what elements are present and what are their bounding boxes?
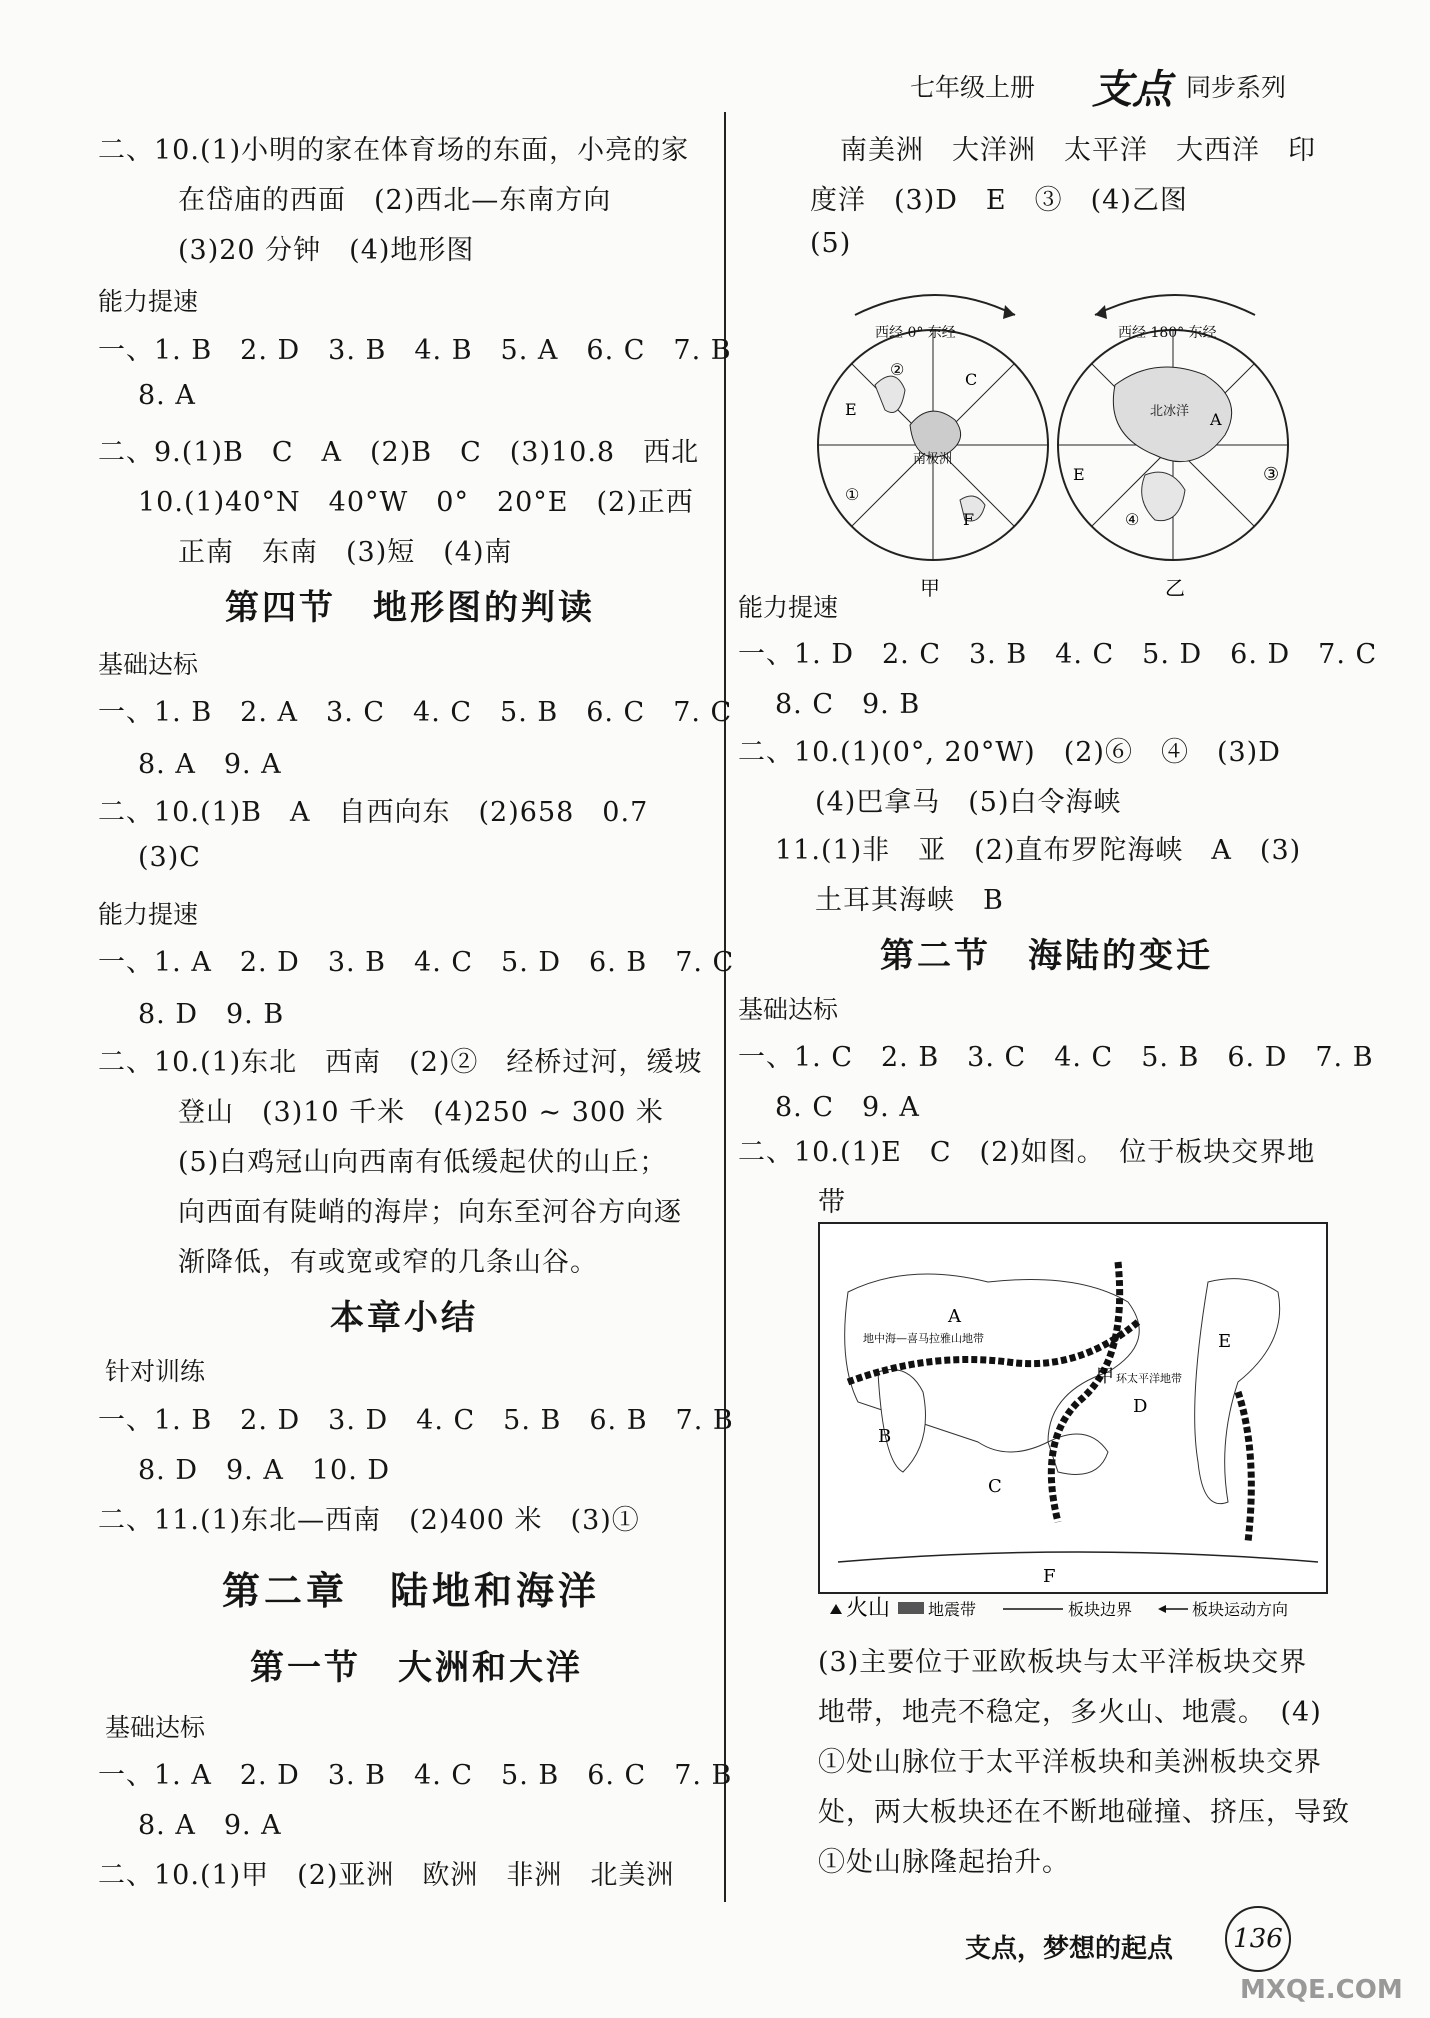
text-line: 8. A 9. A — [138, 1810, 282, 1841]
text-line: 8. C 9. B — [775, 689, 921, 720]
map-legend — [830, 1596, 1288, 1621]
legend-boundary: 板块边界 — [1068, 1600, 1133, 1619]
globe-mark: E — [1073, 465, 1085, 484]
globe-mark: C — [965, 370, 978, 389]
plate-label: D — [1133, 1396, 1148, 1417]
globe-mark: A — [1210, 410, 1222, 429]
text-line: 土耳其海峡 B — [815, 885, 1004, 916]
text-line: 11.(1)非 亚 (2)直布罗陀海峡 A (3) — [775, 835, 1302, 866]
globe-right-top-label: 西经 180° 东经 — [1118, 325, 1217, 341]
legend-quake: 地震带 — [928, 1600, 977, 1619]
belt-label: 环太平洋地带 — [1116, 1372, 1182, 1385]
section-heading: 能力提速 — [738, 593, 839, 622]
globe-left-top-label: 西经 0° 东经 — [875, 325, 956, 341]
text-line: 二、11.(1)东北—西南 (2)400 米 (3)① — [98, 1505, 640, 1536]
plate-label: C — [988, 1476, 1002, 1497]
text-line: (3)主要位于亚欧板块与太平洋板块交界 — [818, 1647, 1308, 1678]
quake-belt-icon — [898, 1602, 924, 1614]
text-line: ①处山脉位于太平洋板块和美洲板块交界 — [818, 1747, 1322, 1778]
text-line: 二、10.(1)东北 西南 (2)② 经桥过河，缓坡 — [98, 1047, 703, 1078]
section-heading: 能力提速 — [98, 900, 199, 929]
text-line: 一、1. A 2. D 3. B 4. C 5. B 6. C 7. B — [98, 1760, 733, 1791]
globe-caption-right: 乙 — [1165, 576, 1185, 600]
legend-motion: 板块运动方向 — [1192, 1600, 1289, 1619]
globe-mark: F — [963, 510, 975, 529]
text-line: 一、1. D 2. C 3. B 4. C 5. D 6. D 7. C — [738, 639, 1378, 670]
globe-mark: ② — [890, 360, 905, 379]
section-heading: 基础达标 — [738, 995, 839, 1024]
text-line: 二、10.(1)小明的家在体育场的东面，小亮的家 — [98, 135, 690, 166]
brand-logo: 支点 — [1092, 67, 1172, 113]
chapter-title: 第二章 陆地和海洋 — [222, 1569, 601, 1613]
section-heading: 能力提速 — [98, 287, 199, 316]
page-number: 136 — [1225, 1906, 1291, 1972]
text-line: 8. A 9. A — [138, 749, 282, 780]
text-line: 二、10.(1)甲 (2)亚洲 欧洲 非洲 北美洲 — [98, 1860, 675, 1891]
plate-map-figure — [818, 1222, 1328, 1622]
text-line: 8. C 9. A — [775, 1092, 920, 1123]
globe-mark: E — [845, 400, 857, 419]
text-line: 二、10.(1)E C (2)如图。 位于板块交界地 — [738, 1137, 1316, 1168]
section-title: 第四节 地形图的判读 — [225, 588, 595, 628]
section-heading: 针对训练 — [105, 1357, 206, 1386]
plate-label: 甲 — [1096, 1366, 1114, 1387]
text-line: 渐降低，有或宽或窄的几条山谷。 — [178, 1247, 598, 1278]
text-line: 二、9.(1)B C A (2)B C (3)10.8 西北 — [98, 437, 700, 468]
globe-north-label: 北冰洋 — [1150, 404, 1190, 419]
header-grade: 七年级上册 — [910, 73, 1036, 102]
text-line: 二、10.(1)B A 自西向东 (2)658 0.7 — [98, 797, 649, 828]
header-series: 同步系列 — [1186, 73, 1287, 102]
text-line: 10.(1)40°N 40°W 0° 20°E (2)正西 — [138, 487, 694, 518]
volcano-icon — [830, 1604, 842, 1614]
text-line: 登山 (3)10 千米 (4)250 ~ 300 米 — [178, 1097, 664, 1128]
section-title: 第一节 大洲和大洋 — [250, 1648, 583, 1688]
section-title: 第二节 海陆的变迁 — [880, 936, 1213, 976]
globe-caption-left: 甲 — [920, 576, 940, 600]
section-heading: 基础达标 — [105, 1713, 206, 1742]
text-line: 一、1. A 2. D 3. B 4. C 5. D 6. B 7. C — [98, 947, 735, 978]
text-line: 在岱庙的西面 (2)西北—东南方向 — [178, 185, 612, 216]
text-line: (3)20 分钟 (4)地形图 — [178, 235, 475, 266]
text-line: 正南 东南 (3)短 (4)南 — [178, 537, 513, 568]
text-line: 处，两大板块还在不断地碰撞、挤压，导致 — [818, 1797, 1350, 1828]
globe-mark: ④ — [1125, 510, 1140, 529]
globe-south-label: 南极洲 — [913, 452, 953, 467]
text-line: ①处山脉隆起抬升。 — [818, 1847, 1070, 1878]
globe-mark: ① — [845, 485, 860, 504]
belt-label: 地中海—喜马拉雅山地带 — [863, 1332, 984, 1345]
text-line: 地带，地壳不稳定，多火山、地震。 (4) — [818, 1697, 1322, 1728]
globe-mark: ③ — [1263, 464, 1280, 485]
column-divider — [724, 112, 726, 1902]
section-title: 本章小结 — [330, 1298, 478, 1338]
hemisphere-figure — [815, 275, 1295, 635]
text-line: 一、1. C 2. B 3. C 4. C 5. B 6. D 7. B — [738, 1042, 1374, 1073]
text-line: (5)白鸡冠山向西南有低缓起伏的山丘； — [178, 1147, 668, 1178]
watermark: MXQE.COM — [1240, 1975, 1403, 2005]
text-line: 度洋 (3)D E ③ (4)乙图 — [810, 185, 1188, 216]
text-line: 8. D 9. A 10. D — [138, 1455, 391, 1486]
footer-slogan: 支点，梦想的起点 — [965, 1934, 1174, 1964]
text-line: 一、1. B 2. D 3. B 4. B 5. A 6. C 7. B — [98, 335, 732, 366]
section-heading: 基础达标 — [98, 650, 199, 679]
text-line: (5) — [810, 228, 852, 259]
text-line: 二、10.(1)(0°, 20°W) (2)⑥ ④ (3)D — [738, 737, 1281, 768]
plate-label: B — [878, 1426, 892, 1447]
text-line: 向西面有陡峭的海岸；向东至河谷方向逐 — [178, 1197, 682, 1228]
text-line: (3)C — [138, 842, 201, 873]
plate-label: F — [1043, 1566, 1056, 1587]
text-line: 8. D 9. B — [138, 999, 285, 1030]
text-line: 南美洲 大洋洲 太平洋 大西洋 印 — [840, 135, 1316, 166]
legend-volcano: 火山 — [846, 1596, 891, 1621]
text-line: (4)巴拿马 (5)白令海峡 — [815, 787, 1122, 818]
plate-label: E — [1218, 1331, 1232, 1352]
text-line: 一、1. B 2. A 3. C 4. C 5. B 6. C 7. C — [98, 697, 733, 728]
text-line: 带 — [818, 1187, 846, 1218]
text-line: 8. A — [138, 380, 196, 411]
plate-label: A — [948, 1306, 961, 1327]
text-line: 一、1. B 2. D 3. D 4. C 5. B 6. B 7. B — [98, 1405, 734, 1436]
